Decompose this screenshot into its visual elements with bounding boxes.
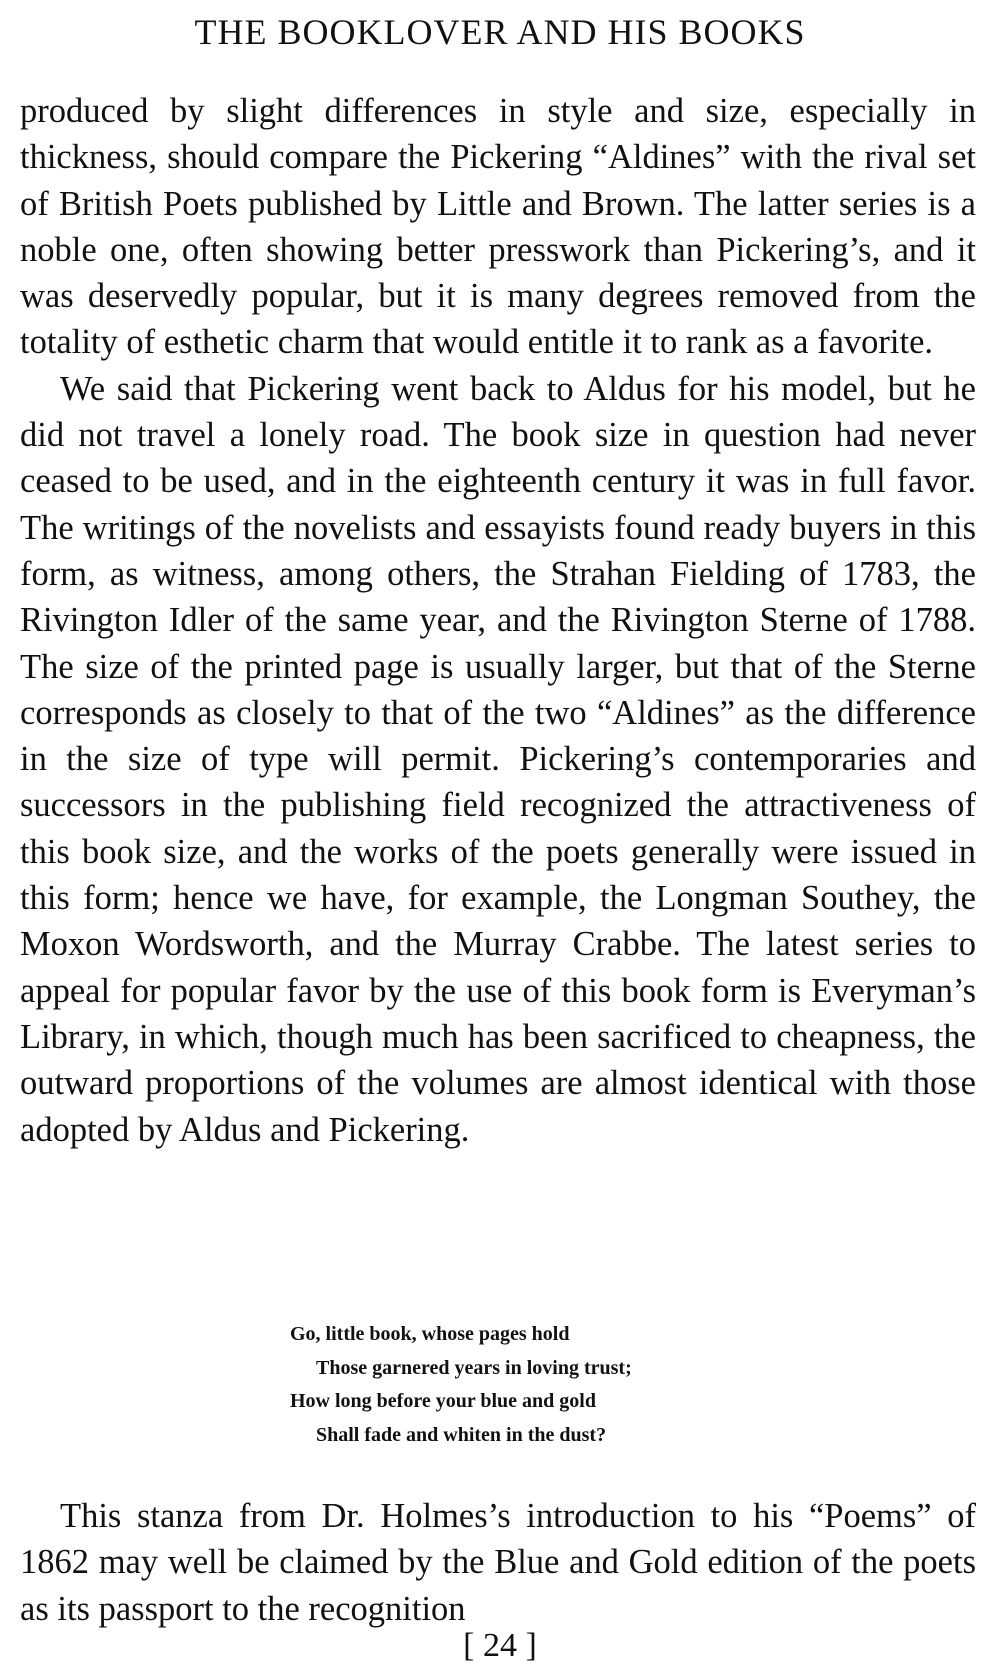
poem-line: Those garnered years in loving trust; [316,1356,632,1379]
main-text-block [20,88,976,1153]
paragraph-continued: produced by slight differences in style and size, especially in thickness, should compare the Pickering “Aldines” with the rival set of British Poets published by Little and Brown. The latter series is a noble one, often showing better presswork than Pickering’s, and it was deservedly popular, but it is many degrees removed from the totality of esthetic charm that would entitle it to rank as a favorite. [20,92,976,362]
poem-line: How long before your blue and gold [290,1390,596,1412]
paragraph-holmes-stanza: This stanza from Dr. Holmes’s introduction to his “Poems” of 1862 may well be claimed by the Blue and Gold edition of the poets as its passport to the recognition [20,1497,976,1628]
paragraph-pickering-aldus: We said that Pickering went back to Aldus for his model, but he did not travel a lonely road. The book size in question had never ceased to be used, and in the eighteenth century it was in full favor. The writings of the novelists and essayists found ready buyers in this form, as witness, among others, the Strahan Fielding of 1783, the Rivington Idler of the same year, and the Rivington Sterne of 1788. The size of the printed page is usually larger, but that of the Sterne corresponds as closely to that of the two “Aldines” as the difference in the size of type will permit. Pickering’s contemporaries and successors in the publishing field recognized the attractiveness of this book size, and the works of the poets generally were issued in this form; hence we have, for example, the Longman Southey, the Moxon Wordsworth, and the Murray Crabbe. The latest series to appeal for popular favor by the use of this book form is Everyman’s Library, in which, though much has been sacrificed to cheapness, the outward proportions of the volumes are almost identical with those adopted by Aldus and Pickering. [20,369,976,1149]
poem-line: Go, little book, whose pages hold [290,1323,570,1345]
page-number: [ 24 ] [463,1627,537,1664]
poem-line: Shall fade and whiten in the dust? [316,1423,607,1446]
poem-stanza [290,1318,770,1452]
running-head: THE BOOKLOVER AND HIS BOOKS [194,12,806,52]
closing-text-block [20,1493,976,1632]
